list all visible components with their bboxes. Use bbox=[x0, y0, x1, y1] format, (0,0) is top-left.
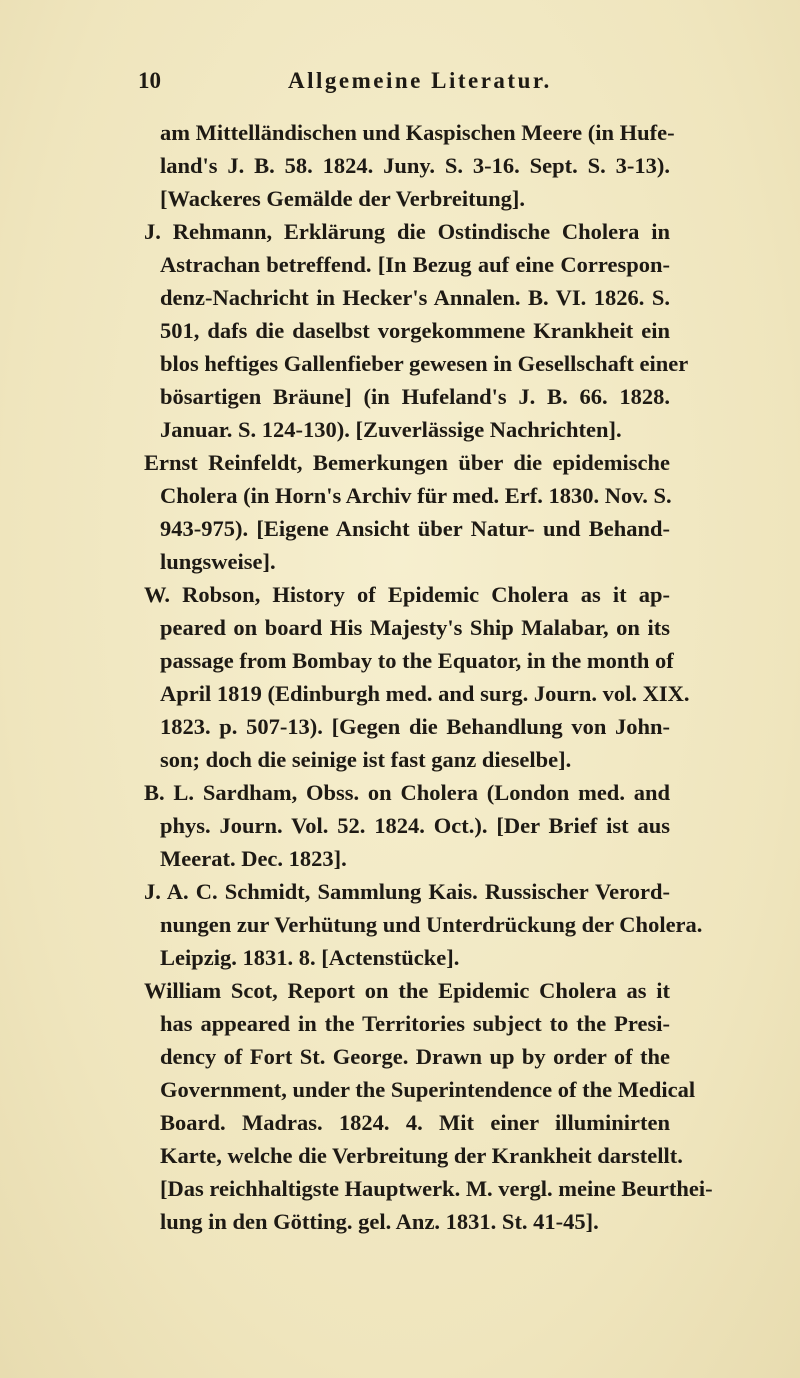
entry-first-line: J. Rehmann, Erklärung die Ostindische Cholera in bbox=[144, 219, 670, 244]
text-line: Leipzig. 1831. 8. [Actenstücke]. bbox=[160, 945, 460, 970]
text-line: April 1819 (Edinburgh med. and surg. Journ. vol. XIX. bbox=[160, 681, 690, 706]
text-line: Januar. S. 124-130). [Zuverlässige Nachrichten]. bbox=[160, 417, 622, 442]
text-line: land's J. B. 58. 1824. Juny. S. 3-16. Sept. S. 3-13). bbox=[160, 153, 670, 178]
page-header bbox=[138, 68, 668, 102]
entry-first-line: B. L. Sardham, Obss. on Cholera (London med. and bbox=[144, 780, 670, 805]
text-line: Astrachan betreffend. [In Bezug auf eine Correspon- bbox=[160, 252, 670, 277]
page-number: 10 bbox=[138, 68, 161, 93]
text-line: Karte, welche die Verbreitung der Krankheit darstellt. bbox=[160, 1143, 683, 1168]
text-line: Board. Madras. 1824. 4. Mit einer illuminirten bbox=[160, 1110, 670, 1135]
entry-first-line: W. Robson, History of Epidemic Cholera as it ap- bbox=[144, 582, 670, 607]
text-line: denz-Nachricht in Hecker's Annalen. B. VI. 1826. S. bbox=[160, 285, 670, 310]
text-line: has appeared in the Territories subject to the Presi- bbox=[160, 1011, 670, 1036]
text-line: dency of Fort St. George. Drawn up by order of the bbox=[160, 1044, 670, 1069]
text-line: son; doch die seinige ist fast ganz dieselbe]. bbox=[160, 747, 572, 772]
text-line: Meerat. Dec. 1823]. bbox=[160, 846, 347, 871]
text-line: phys. Journ. Vol. 52. 1824. Oct.). [Der Brief ist aus bbox=[160, 813, 670, 838]
text-line: Cholera (in Horn's Archiv für med. Erf. 1830. Nov. S. bbox=[160, 483, 672, 508]
entry-first-line: William Scot, Report on the Epidemic Cholera as it bbox=[144, 978, 670, 1003]
text-line: peared on board His Majesty's Ship Malabar, on its bbox=[160, 615, 670, 640]
text-line: passage from Bombay to the Equator, in the month of bbox=[160, 648, 674, 673]
text-line: blos heftiges Gallenfieber gewesen in Gesellschaft einer bbox=[160, 351, 689, 376]
text-line: Government, under the Superintendence of the Medical bbox=[160, 1077, 696, 1102]
running-title: Allgemeine Literatur. bbox=[288, 68, 552, 93]
text-line: lungsweise]. bbox=[160, 549, 276, 574]
text-line: nungen zur Verhütung und Unterdrückung der Cholera. bbox=[160, 912, 703, 937]
text-line: [Wackeres Gemälde der Verbreitung]. bbox=[160, 186, 525, 211]
text-line: 1823. p. 507-13). [Gegen die Behandlung von John- bbox=[160, 714, 670, 739]
text-line: am Mittelländischen und Kaspischen Meere (in Hufe- bbox=[160, 120, 675, 145]
text-line: 943-975). [Eigene Ansicht über Natur- und Behand- bbox=[160, 516, 670, 541]
bibliography-text bbox=[140, 116, 713, 1238]
entry-first-line: Ernst Reinfeldt, Bemerkungen über die epidemische bbox=[144, 450, 670, 475]
text-line: [Das reichhaltigste Hauptwerk. M. vergl. meine Beurthei- bbox=[160, 1176, 713, 1201]
text-line: lung in den Götting. gel. Anz. 1831. St. 41-45]. bbox=[160, 1209, 599, 1234]
entry-first-line: J. A. C. Schmidt, Sammlung Kais. Russischer Verord- bbox=[144, 879, 670, 904]
text-line: bösartigen Bräune] (in Hufeland's J. B. 66. 1828. bbox=[160, 384, 670, 409]
text-line: 501, dafs die daselbst vorgekommene Krankheit ein bbox=[160, 318, 670, 343]
